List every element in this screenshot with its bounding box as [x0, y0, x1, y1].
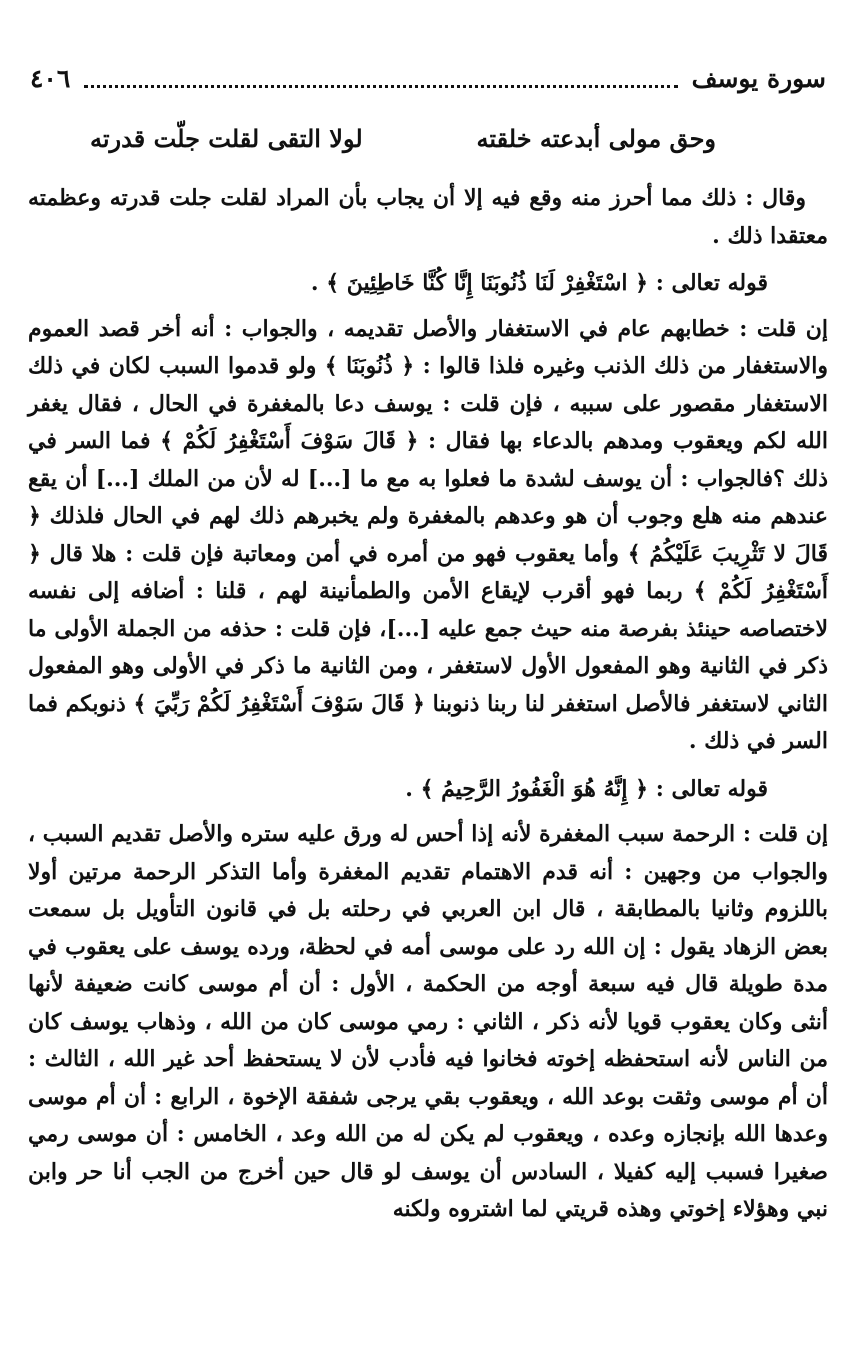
hemistich-left: لولا التقى لقلت جلّت قدرته [90, 123, 363, 153]
page-header [30, 60, 826, 96]
surah-title: سورة يوسف [691, 63, 826, 93]
paragraph-3: إن قلت : الرحمة سبب المغفرة لأنه إذا أحس له ورق عليه ستره والأصل تقديم السبب ، والجواب من وجهين : أنه قدم الاهتمام تقديم المغفرة وأما التذكر الرحمة مرتين أولا باللزوم وثانيا بالمطابقة ، قال ابن العربي في رحلته بل في قانون التأويل بل سمعت بعض الزهاد يقول : إن الله رد على موسى أمه في لحظة، ورده يوسف على يعقوب في مدة طويلة قال فيه سبعة أوجه من الحكمة ، الأول : أن أم موسى كانت ضعيفة لأنها أنثى وكان يعقوب قويا لأنه ذكر ، الثاني : رمي موسى كان من الله ، وذهاب يوسف كان من الناس لأنه استحفظه إخوته فخانوا فيه فأدب لأن لا يستحفظ أحد غير الله ، الثالث : أن أم موسى وثقت بوعد الله ، ويعقوب بقي يرجى شفقة الإخوة ، الرابع : أن أم موسى وعدها الله بإنجازه وعده ، ويعقوب لم يكن له من الله وعد ، الخامس : أن موسى رمي صغيرا فسبب إليه كفيلا ، السادس أن يوسف لو قال حين أخرج من الجب أنا حر وابن نبي وهؤلاء إخوتي وهذه قريتي لما اشتروه ولكنه [28, 821, 828, 1222]
page-number: ٤٠٦ [30, 63, 71, 93]
paragraph-2: إن قلت : خطابهم عام في الاستغفار والأصل تقديمه ، والجواب : أنه أخر قصد العموم والاستغفار من ذلك الذنب وغيره فلذا قالوا : ﴿ ذُنُوبَنَا ﴾ ولو قدموا السبب لكان في ذلك الاستغفار مقصور على سببه ، فإن قلت : يوسف دعا بالمغفرة في الحال ، فقال يغفر الله لكم ويعقوب ومدهم بالدعاء بها فقال : ﴿ قَالَ سَوْفَ أَسْتَغْفِرُ لَكُمْ ﴾ فما السر في ذلك ؟فالجواب : أن يوسف لشدة ما فعلوا به مع ما [...] له لأن من الملك [...] أن يقع عندهم منه هلع وجوب أن هو وعدهم بالمغفرة ولم يخبرهم ذلك لهم في الحال فلذلك ﴿ قَالَ لا تَثْرِيبَ عَلَيْكُمُ ﴾ وأما يعقوب فهو من أمره في أمن ومعاتبة فإن قلت : هلا قال ﴿ أَسْتَغْفِرُ لَكُمْ ﴾ ربما فهو أقرب لإيقاع الأمن والطمأنينة لهم ، قلنا : أضافه إلى نفسه لاختصاصه حينئذ بفرصة منه حيث جمع عليه [...]، فإن قلت : حذفه من الجملة الأولى ما ذكر في الثانية وهو المفعول الأول لاستغفر ، ومن الثانية ما ذكر في الأولى وهو المفعول الثاني لاستغفر فالأصل استغفر لنا ربنا ذنوبنا ﴿ قَالَ سَوْفَ أَسْتَغْفِرُ لَكُمْ رَبِّيَ ﴾ ذنوبكم فما السر في ذلك . [28, 315, 828, 754]
quote-heading-1: قوله تعالى : ﴿ اسْتَغْفِرْ لَنَا ذُنُوبَنَا إِنَّا كُنَّا خَاطِئِينَ ﴾ . [310, 270, 768, 296]
dotted-leader [84, 85, 677, 88]
poem-verse [90, 118, 716, 158]
paragraph-1: وقال : ذلك مما أحرز منه وقع فيه إلا أن يجاب بأن المراد لقلت جلت قدرته وعظمته معتقدا ذلك . [28, 185, 828, 249]
hemistich-right: وحق مولى أبدعته خلقته [476, 123, 716, 153]
quote-heading-2: قوله تعالى : ﴿ إِنَّهُ هُوَ الْغَفُورُ الرَّحِيمُ ﴾ . [405, 775, 768, 802]
page-body [28, 180, 828, 1229]
